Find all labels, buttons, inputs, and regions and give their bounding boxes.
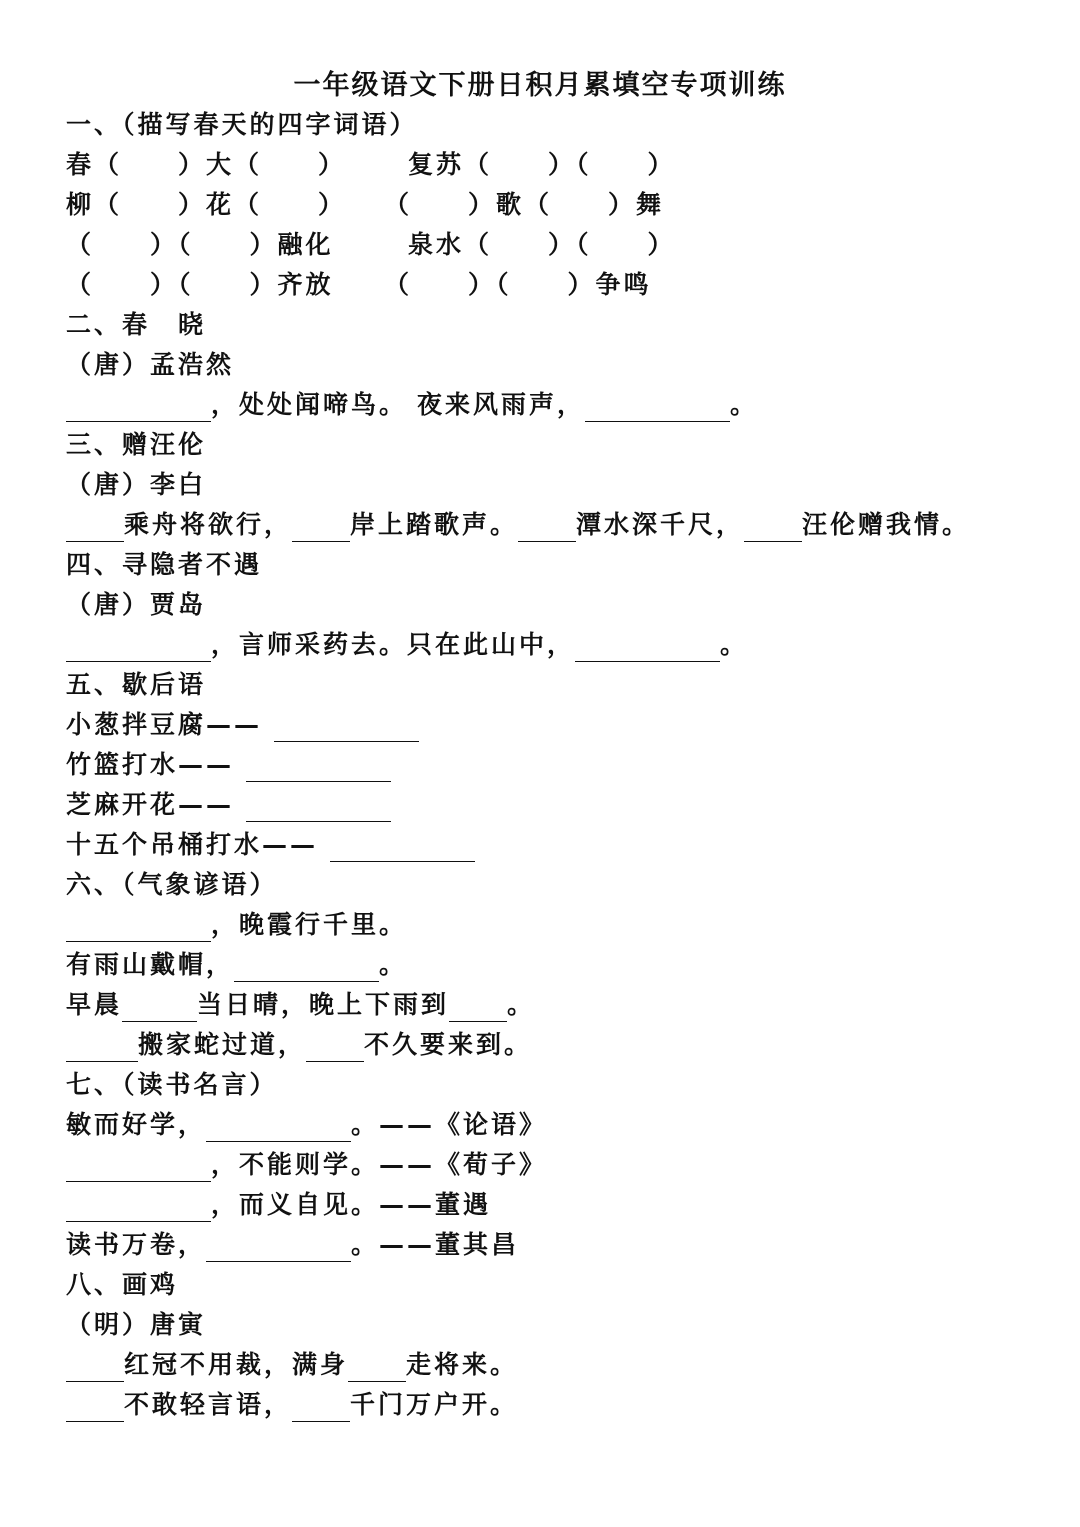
fill-blank[interactable]	[122, 987, 197, 1022]
xiehouyu-text: 小葱拌豆腐——	[66, 710, 263, 739]
quote-line	[66, 1105, 547, 1145]
idiom-row-1	[66, 145, 676, 185]
poem-text: 。	[720, 630, 749, 659]
poem-author: （明）唐寅	[66, 1310, 207, 1339]
poem-text: 。	[730, 390, 759, 419]
quote-text: ，而义自见。——董遇	[211, 1190, 492, 1219]
fill-blank[interactable]	[449, 987, 507, 1022]
quote-text: ，不能则学。——《荀子》	[211, 1150, 548, 1179]
poem-line	[66, 385, 758, 425]
poem-text: 不敢轻言语，	[124, 1390, 293, 1419]
quote-text: 。——董其昌	[351, 1230, 520, 1259]
page-title: 一年级语文下册日积月累填空专项训练	[293, 70, 787, 101]
proverb-line	[66, 1025, 532, 1065]
section-4-heading: 四、寻隐者不遇	[66, 550, 263, 579]
fill-blank[interactable]	[66, 1027, 138, 1062]
proverb-text: ，晚霞行千里。	[211, 910, 408, 939]
poem-text: 夜来风雨声，	[417, 390, 586, 419]
poem-line	[66, 1385, 518, 1425]
fill-blank[interactable]	[234, 947, 379, 982]
fill-blank[interactable]	[66, 507, 124, 542]
quote-line	[66, 1185, 491, 1225]
fill-blank[interactable]	[66, 1187, 211, 1222]
poem-text: 红冠不用裁，满身	[124, 1350, 349, 1379]
fill-blank[interactable]	[66, 1387, 124, 1422]
poem-text: 岸上踏歌声。	[350, 510, 519, 539]
fill-blank[interactable]	[348, 1347, 406, 1382]
proverb-line	[66, 985, 535, 1025]
idiom-row-3	[66, 225, 676, 265]
xiehouyu-line	[66, 745, 391, 785]
xiehouyu-line	[66, 785, 391, 825]
fill-blank[interactable]	[292, 507, 350, 542]
fill-blank[interactable]	[246, 747, 391, 782]
poem-author: （唐）李白	[66, 470, 207, 499]
fill-blank[interactable]	[246, 787, 391, 822]
idiom-item: 柳（ ）花（ ）	[66, 190, 347, 219]
idiom-item: 复苏（ ）（ ）	[408, 150, 676, 179]
quote-text: 敏而好学，	[66, 1110, 207, 1139]
idiom-item: 泉水（ ）（ ）	[408, 230, 676, 259]
poem-text: 汪伦赠我情。	[802, 510, 971, 539]
proverb-text: 不久要来到。	[364, 1030, 533, 1059]
poem-author: （唐）贾岛	[66, 590, 207, 619]
idiom-row-4	[66, 265, 652, 305]
section-3-heading: 三、赠汪伦	[66, 430, 207, 459]
fill-blank[interactable]	[66, 1347, 124, 1382]
proverb-text: 当日晴，晚上下雨到	[197, 990, 450, 1019]
idiom-item: （ ）歌（ ）舞	[384, 190, 665, 219]
fill-blank[interactable]	[66, 387, 211, 422]
poem-text: 走将来。	[406, 1350, 519, 1379]
idiom-item: （ ）（ ）齐放	[66, 270, 334, 299]
proverb-text: 。	[507, 990, 536, 1019]
idiom-item: （ ）（ ）争鸣	[384, 270, 652, 299]
section-5-heading: 五、歇后语	[66, 670, 207, 699]
poem-text: 潭水深千尺，	[576, 510, 745, 539]
proverb-text: 有雨山戴帽，	[66, 950, 235, 979]
fill-blank[interactable]	[518, 507, 576, 542]
idiom-item: 春（ ）大（ ）	[66, 150, 347, 179]
proverb-line	[66, 905, 407, 945]
xiehouyu-text: 芝麻开花——	[66, 790, 235, 819]
section-8-heading: 八、画鸡	[66, 1270, 179, 1299]
fill-blank[interactable]	[274, 707, 419, 742]
poem-text: ，言师采药去。只在此山中，	[211, 630, 576, 659]
fill-blank[interactable]	[206, 1227, 351, 1262]
poem-line	[66, 625, 748, 665]
proverb-line	[66, 945, 407, 985]
fill-blank[interactable]	[585, 387, 730, 422]
quote-text: 。——《论语》	[351, 1110, 548, 1139]
xiehouyu-text: 竹篮打水——	[66, 750, 235, 779]
poem-text: 乘舟将欲行，	[124, 510, 293, 539]
fill-blank[interactable]	[306, 1027, 364, 1062]
fill-blank[interactable]	[206, 1107, 351, 1142]
poem-text: ，处处闻啼鸟。	[211, 390, 408, 419]
section-2-heading: 二、春 晓	[66, 310, 207, 339]
poem-author: （唐）孟浩然	[66, 350, 235, 379]
poem-line	[66, 1345, 518, 1385]
quote-text: 读书万卷，	[66, 1230, 207, 1259]
xiehouyu-text: 十五个吊桶打水——	[66, 830, 319, 859]
idiom-row-2	[66, 185, 664, 225]
quote-line	[66, 1145, 547, 1185]
xiehouyu-line	[66, 705, 419, 745]
fill-blank[interactable]	[66, 1147, 211, 1182]
section-1-heading: 一、（描写春天的四字词语）	[66, 110, 418, 139]
fill-blank[interactable]	[575, 627, 720, 662]
quote-line	[66, 1225, 519, 1265]
proverb-text: 早晨	[66, 990, 123, 1019]
fill-blank[interactable]	[66, 907, 211, 942]
proverb-text: 搬家蛇过道，	[138, 1030, 307, 1059]
poem-line	[66, 505, 970, 545]
fill-blank[interactable]	[66, 627, 211, 662]
section-6-heading: 六、（气象谚语）	[66, 870, 278, 899]
idiom-item: （ ）（ ）融化	[66, 230, 334, 259]
fill-blank[interactable]	[744, 507, 802, 542]
xiehouyu-line	[66, 825, 475, 865]
fill-blank[interactable]	[292, 1387, 350, 1422]
proverb-text: 。	[379, 950, 408, 979]
section-7-heading: 七、（读书名言）	[66, 1070, 278, 1099]
fill-blank[interactable]	[330, 827, 475, 862]
poem-text: 千门万户开。	[350, 1390, 519, 1419]
